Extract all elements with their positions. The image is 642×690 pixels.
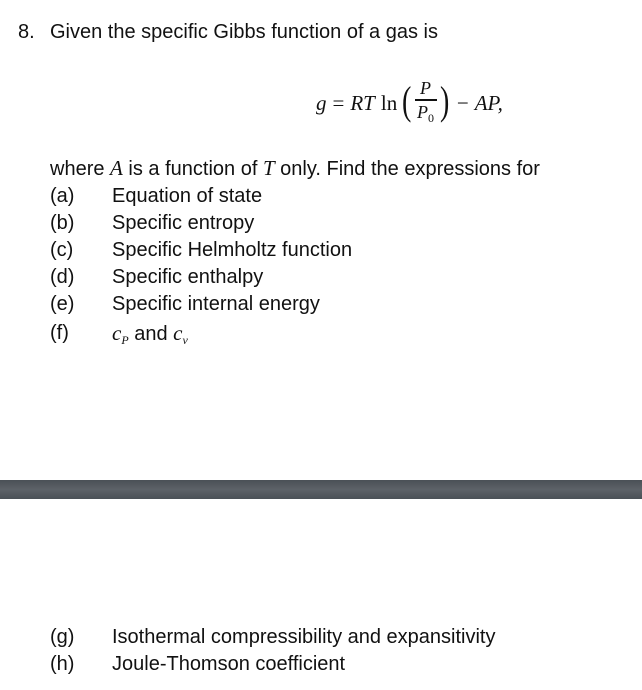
item-f-label: (f) [50,322,69,344]
eq-right-paren: ) [439,78,449,123]
item-g-label: (g) [50,626,75,648]
eq-rt: RT [350,90,375,115]
item-c-label: (c) [50,239,74,261]
eq-lhs: g [316,90,327,115]
eq-term: AP, [474,90,503,115]
item-c-text: Specific Helmholtz function [112,239,353,261]
where-var-t: T [262,156,275,180]
eq-minus: − [456,90,469,115]
item-e-label: (e) [50,293,75,315]
question-intro: Given the specific Gibbs function of a gas is [50,21,438,43]
where-part2: is a function of [122,158,263,180]
item-f-text [112,321,188,352]
eq-left-paren: ( [402,78,412,123]
eq-equals: = [332,90,345,115]
question-number: 8. [18,21,35,43]
eq-fraction [415,79,437,126]
item-h-label: (h) [50,653,75,675]
item-f-cp: c [112,321,122,345]
gibbs-equation [316,76,503,130]
item-d-text: Specific enthalpy [112,266,264,288]
where-var-a: A [110,156,123,180]
page-divider [0,480,642,499]
item-g-text: Isothermal compressibility and expansitivity [112,626,496,648]
where-part1: where [50,158,111,180]
eq-ln: ln [380,90,398,115]
item-f-cv-sub: v [182,333,188,347]
item-f-cp-sub: P [121,333,129,347]
item-e-text: Specific internal energy [112,293,320,315]
item-f-and: and [128,323,174,345]
eq-numerator: P [420,78,432,99]
item-b-label: (b) [50,212,75,234]
where-part3: only. Find the expressions for [274,158,540,180]
item-f-cv: c [173,321,183,345]
item-a-label: (a) [50,185,75,207]
item-d-label: (d) [50,266,75,288]
eq-denominator-sub: 0 [428,110,435,125]
where-line [50,156,540,181]
item-b-text: Specific entropy [112,212,255,234]
item-a-text: Equation of state [112,185,263,207]
eq-fraction-bar [415,99,437,100]
item-h-text: Joule-Thomson coefficient [112,653,346,675]
eq-denominator: $P_0$ [417,101,435,125]
